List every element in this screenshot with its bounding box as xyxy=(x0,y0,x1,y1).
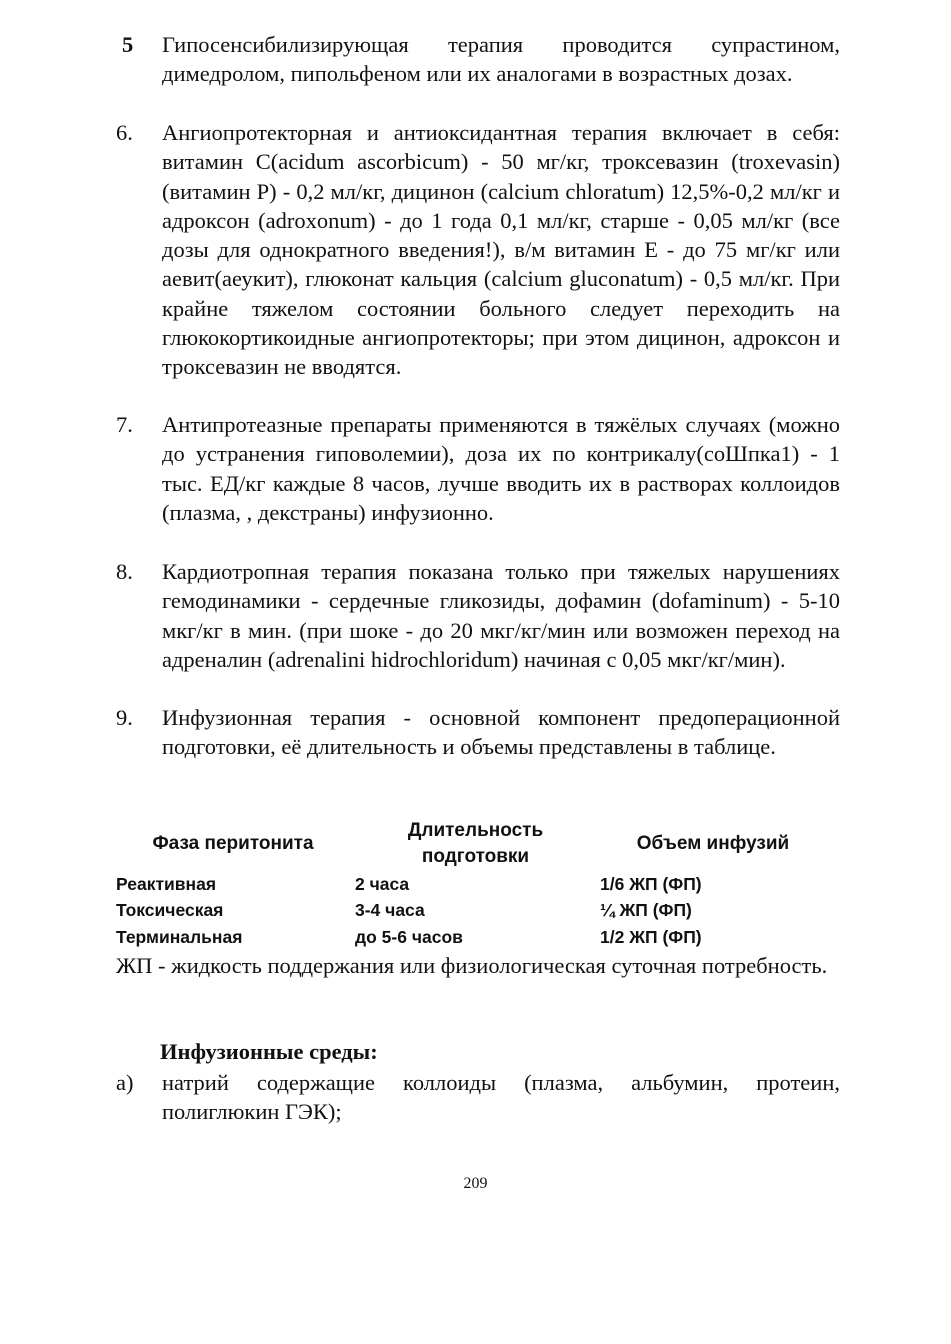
list-item-number: 5 xyxy=(122,32,134,57)
list-item xyxy=(116,410,840,527)
list-item-number: 9. xyxy=(116,705,133,730)
table-cell: ¼ ЖП (ФП) xyxy=(600,900,692,920)
table-header-duration: Длительность подготовки xyxy=(407,820,544,867)
section-heading: Инфузионные среды: xyxy=(160,1039,378,1064)
list-item xyxy=(116,118,840,382)
table-cell: Терминальная xyxy=(116,927,243,947)
list-item-number: 8. xyxy=(116,559,133,584)
list-item-text: Гипосенсибилизирующая терапия проводится супрастином, димедролом, пипольфеном или их аналогами в возрастных дозах. xyxy=(162,32,840,87)
table-cell: 2 часа xyxy=(355,874,410,894)
table-cell: 1/2 ЖП (ФП) xyxy=(600,927,702,947)
table-header-volume: Объем инфузий xyxy=(636,833,790,854)
list-item-text: Инфузионная терапия - основной компонент предоперационной подготовки, её длительность и объемы представлены в таблице. xyxy=(162,705,840,760)
list-item-number: 6. xyxy=(116,120,133,145)
list-item-text: Кардиотропная терапия показана только при тяжелых нарушениях гемодинамики - сердечные гликозиды, дофамин (dofaminum) - 5-10 мкг/кг в мин. (при шоке - до 20 мкг/кг/мин или возможен переход на адреналин (adrenalini hidrochloridum) начиная с 0,05 мкг/кг/мин). xyxy=(162,559,840,672)
list-item-text: натрий содержащие коллоиды (плазма, альбумин, протеин, полиглюкин ГЭК); xyxy=(162,1070,840,1125)
list-item xyxy=(116,30,840,89)
list-item xyxy=(116,557,840,674)
list-item-text: Ангиопротекторная и антиоксидантная терапия включает в себя: витамин C(acidum ascorbicum) - 50 мг/кг, троксевазин (troxevasin) (витамин P) - 0,2 мл/кг, дицинон (calcium chloratum) 12,5%-0,2 мл/кг и адроксон (adroxonum) - до 1 года 0,1 мл/кг, старше - 0,05 мл/кг (все дозы для однократного введения!), в/м витамин E - до 75 мг/кг или аевит(аеукит), глюконат кальция (calcium gluconatum) - 0,5 мл/кг. При крайне тяжелом состоянии больного следует переходить на глюкокортикоидные ангиопротекторы; при этом дицинон, адроксон и троксевазин не вводятся. xyxy=(162,120,840,380)
list-item-letter: а) xyxy=(116,1070,134,1095)
table-cell: 1/6 ЖП (ФП) xyxy=(600,874,702,894)
table-cell: до 5-6 часов xyxy=(355,927,463,947)
list-item-text: Антипротеазные препараты применяются в тяжёлых случаях (можно до устранения гиповолемии), доза их по контрикалу(соШпка1) - 1 тыс. ЕД/кг каждые 8 часов, лучше вводить их в растворах коллоидов (плазма, , декстраны) инфузионно. xyxy=(162,412,840,525)
table-cell: Реактивная xyxy=(116,874,217,894)
page-number: 209 xyxy=(463,1175,488,1192)
table-header-phase: Фаза перитонита xyxy=(152,833,314,854)
table-cell: 3-4 часа xyxy=(355,900,425,920)
list-item-number: 7. xyxy=(116,412,133,437)
table-cell: Токсическая xyxy=(116,900,224,920)
list-item xyxy=(116,1068,840,1127)
list-item xyxy=(116,703,840,762)
table-note: ЖП - жидкость поддержания или физиологическая суточная потребность. xyxy=(116,953,828,978)
